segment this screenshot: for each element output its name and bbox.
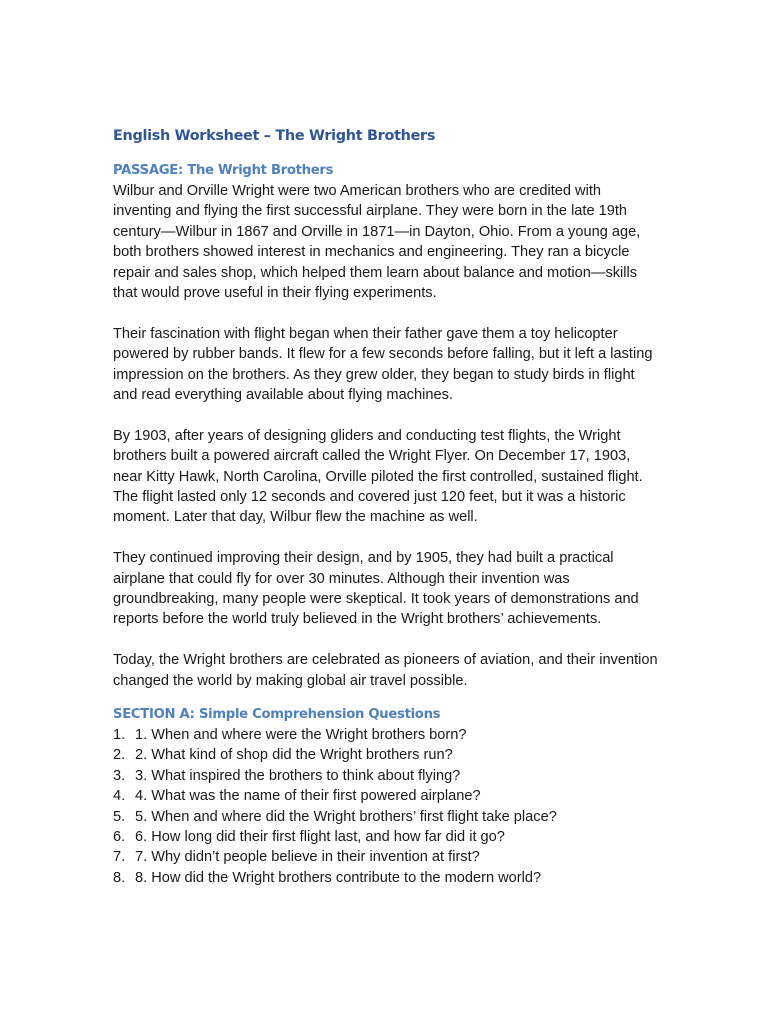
- passage-paragraph: Wilbur and Orville Wright were two American brothers who are credited with inventing and flying the first successful airplane. They were born in the late 19th century—Wilbur in 1867 and Orville in 1871—in Dayton, Ohio. From a young age, both brothers showed interest in mechanics and engineering. They ran a bicycle repair and sales shop, which helped them learn about balance and motion—skills that would prove useful in their flying experiments.: [113, 183, 641, 302]
- passage-body: [113, 181, 658, 691]
- question-list: [113, 725, 658, 888]
- question-item: [113, 745, 658, 765]
- question-item: [113, 868, 658, 888]
- question-text: 2. What kind of shop did the Wright brothers run?: [135, 747, 453, 764]
- question-item: [113, 807, 658, 827]
- question-item: [113, 766, 658, 786]
- question-number: 1.: [113, 727, 126, 744]
- passage-heading: PASSAGE: The Wright Brothers: [113, 163, 334, 178]
- section-a-heading: SECTION A: Simple Comprehension Questions: [113, 707, 441, 723]
- question-text: 7. Why didn’t people believe in their invention at first?: [135, 849, 480, 866]
- question-number: 3.: [113, 767, 126, 784]
- question-number: 4.: [113, 788, 126, 805]
- question-item: [113, 786, 658, 806]
- question-number: 5.: [113, 808, 126, 825]
- passage-paragraph: They continued improving their design, and by 1905, they had built a practical airplane that could fly for over 30 minutes. Although their invention was groundbreaking, many people were skeptical. It took years of demonstrations and reports before the world truly believed in the Wright brothers’ achievements.: [113, 550, 639, 628]
- question-text: 4. What was the name of their first powered airplane?: [135, 788, 481, 805]
- question-item: [113, 725, 658, 745]
- passage-paragraph: Today, the Wright brothers are celebrated as pioneers of aviation, and their invention changed the world by making global air travel possible.: [113, 652, 658, 689]
- worksheet-page: [113, 124, 658, 888]
- passage-paragraph: Their fascination with flight began when their father gave them a toy helicopter powered by rubber bands. It flew for a few seconds before falling, but it left a lasting impression on the brothers. As they grew older, they began to study birds in flight and read everything available about flying machines.: [113, 325, 653, 404]
- question-number: 6.: [113, 829, 126, 846]
- question-text: 8. How did the Wright brothers contribute to the modern world?: [135, 869, 542, 886]
- question-item: [113, 847, 658, 867]
- question-item: [113, 827, 658, 847]
- question-text: 5. When and where did the Wright brothers’ first flight take place?: [135, 808, 557, 825]
- question-number: 2.: [113, 747, 126, 764]
- passage-paragraph: By 1903, after years of designing gliders and conducting test flights, the Wright brothers built a powered aircraft called the Wright Flyer. On December 17, 1903, near Kitty Hawk, North Carolina, Orville piloted the first controlled, sustained flight. The flight lasted only 12 seconds and covered just 120 feet, but it was a historic moment. Later that day, Wilbur flew the machine as well.: [113, 427, 643, 526]
- question-text: 1. When and where were the Wright brothers born?: [135, 727, 467, 744]
- question-number: 8.: [113, 869, 126, 886]
- document-title: English Worksheet – The Wright Brothers: [113, 128, 436, 144]
- question-text: 6. How long did their first flight last, and how far did it go?: [135, 829, 505, 846]
- question-text: 3. What inspired the brothers to think about flying?: [135, 767, 461, 784]
- question-number: 7.: [113, 849, 126, 866]
